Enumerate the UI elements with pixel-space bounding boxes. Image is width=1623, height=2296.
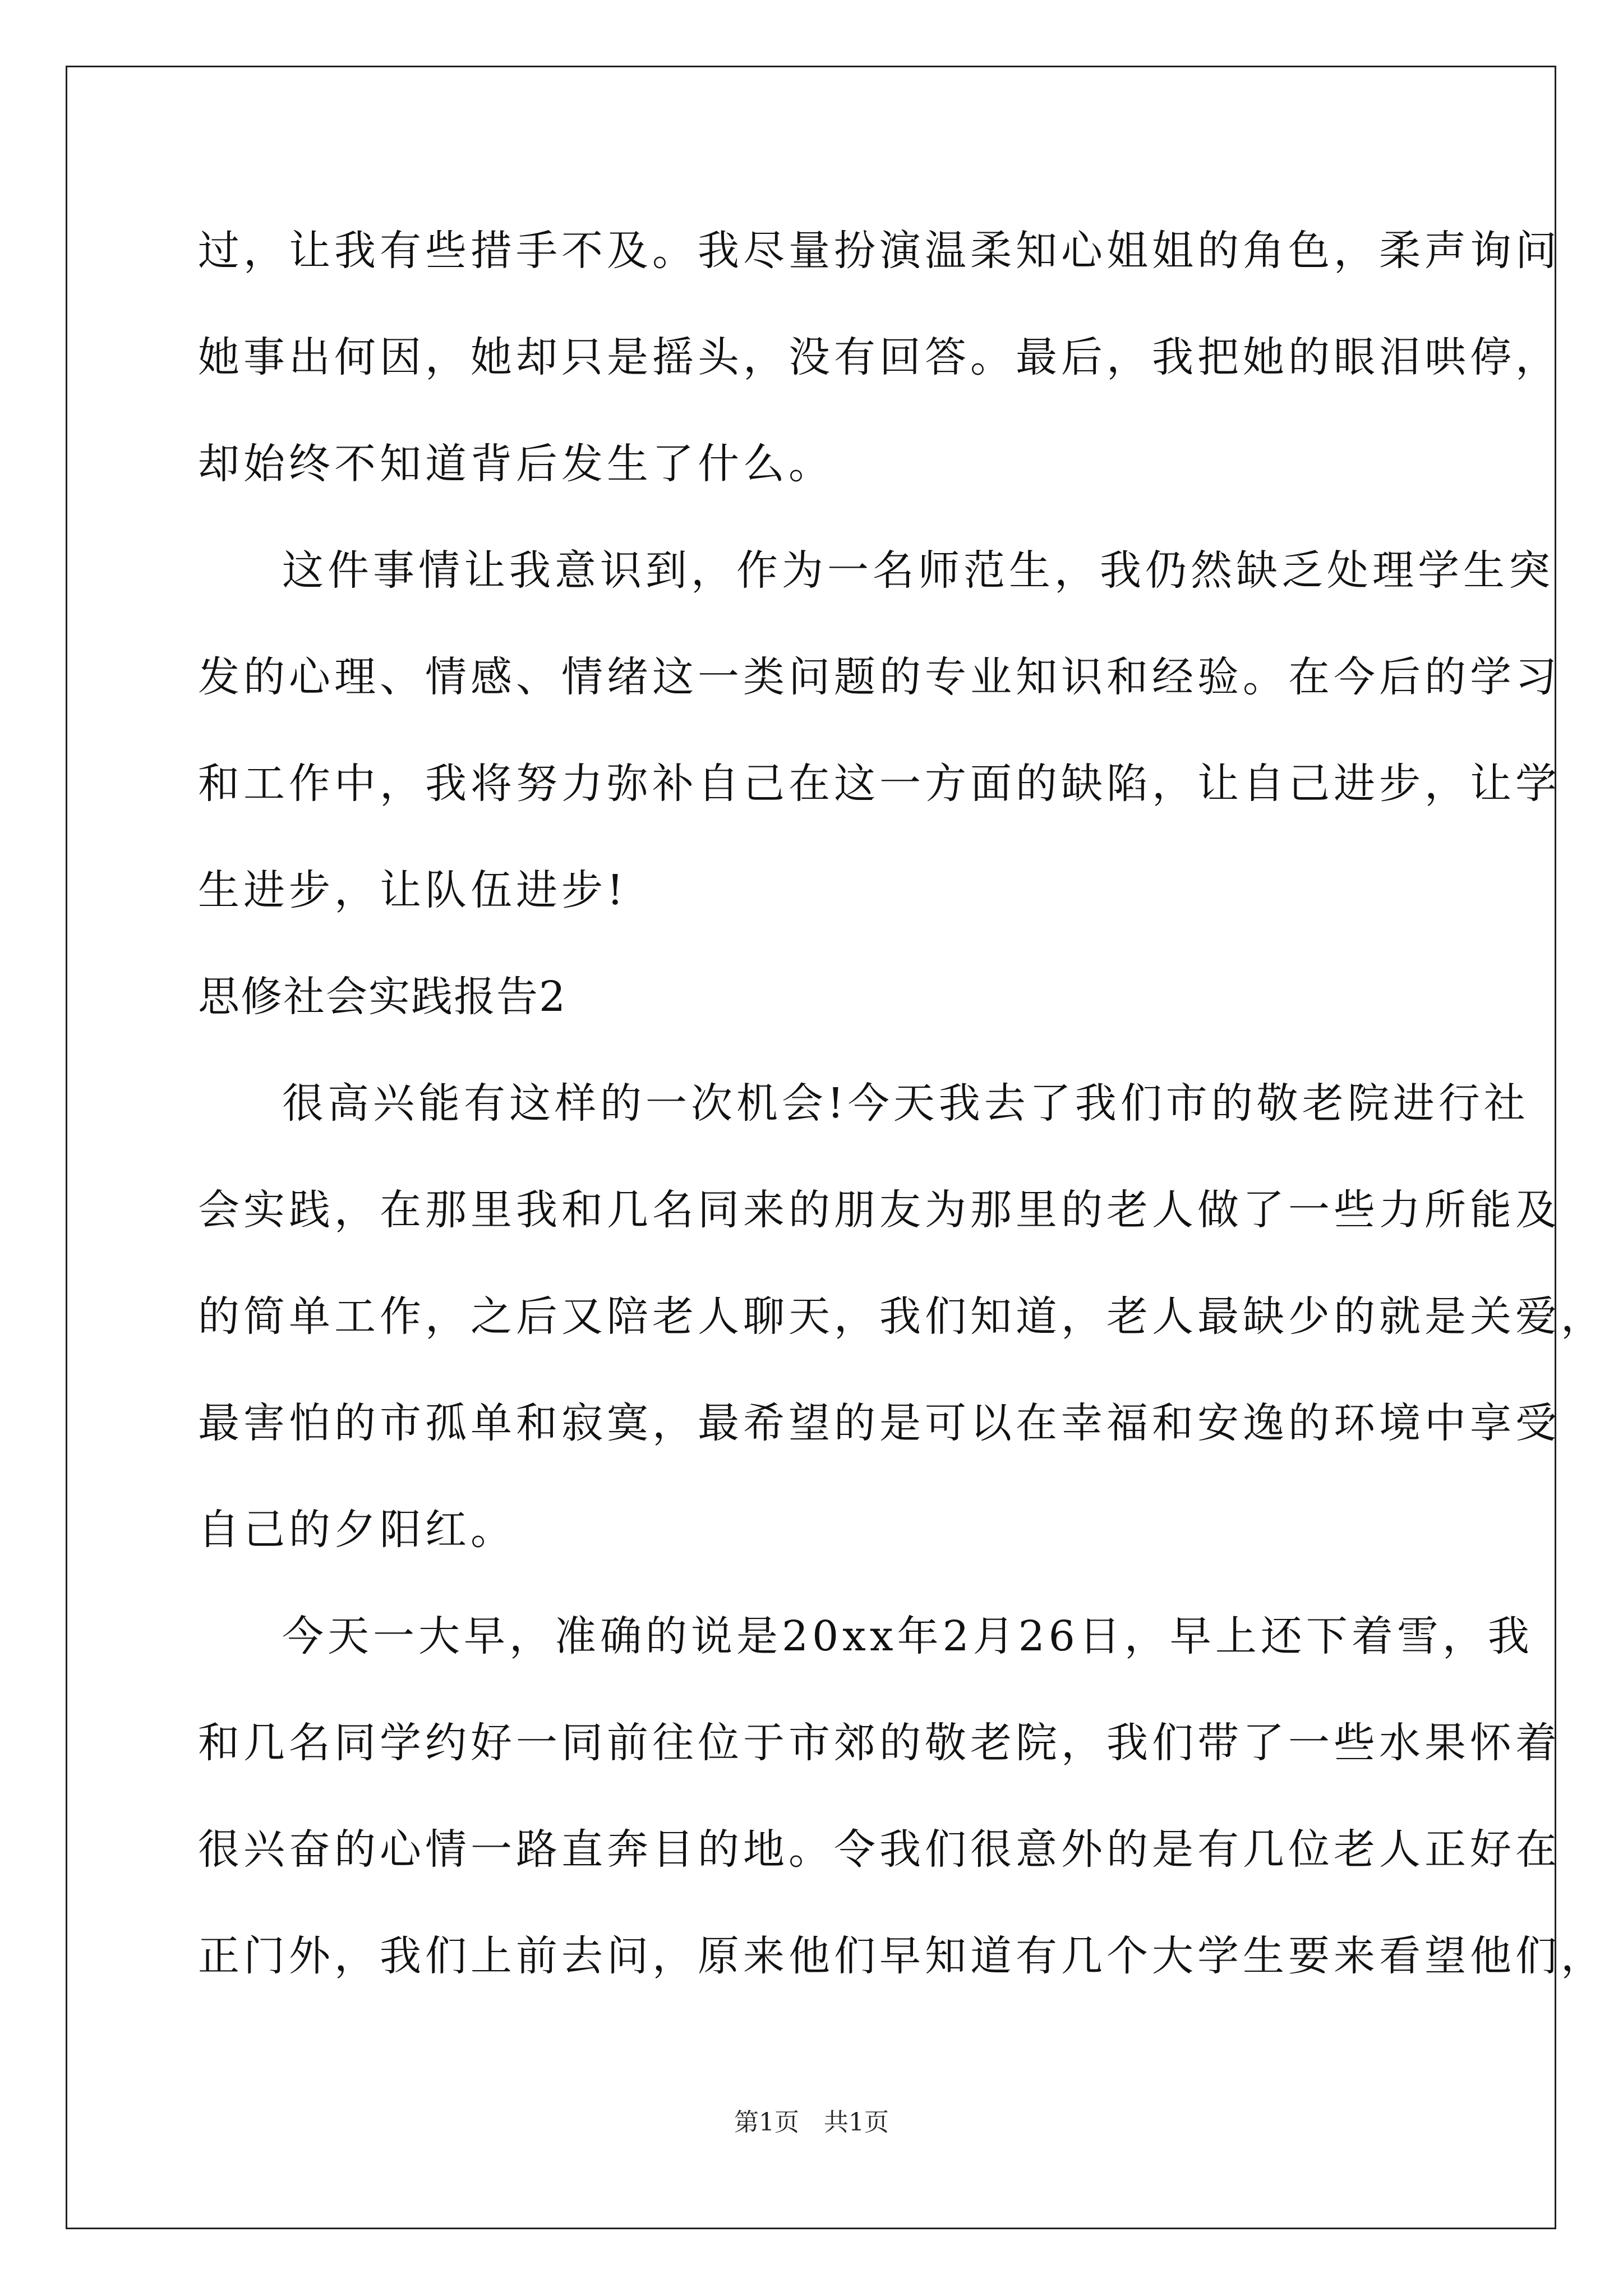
text-line: 自己的夕阳红。 xyxy=(198,1506,516,1554)
page-number: 第1页 共1页 xyxy=(734,2108,889,2137)
text-line: 却始终不知道背后发生了什么。 xyxy=(198,440,834,488)
paragraph-first-line: 这件事情让我意识到，作为一名师范生，我仍然缺乏处理学生突 xyxy=(282,546,1554,595)
paragraph-first-line: 很高兴能有这样的一次机会!今天我去了我们市的敬老院进行社 xyxy=(282,1079,1529,1128)
page-border xyxy=(66,66,1556,2229)
paragraph-first-line: 今天一大早，准确的说是20xx年2月26日，早上还下着雪，我 xyxy=(282,1612,1533,1660)
text-line: 正门外，我们上前去问，原来他们早知道有几个大学生要来看望他们， xyxy=(198,1932,1606,1980)
text-line: 和几名同学约好一同前往位于市郊的敬老院，我们带了一些水果怀着 xyxy=(198,1719,1561,1767)
text-line: 生进步，让队伍进步! xyxy=(198,866,628,914)
text-line: 发的心理、情感、情绪这一类问题的专业知识和经验。在今后的学习 xyxy=(198,653,1561,701)
text-line: 最害怕的市孤单和寂寞，最希望的是可以在幸福和安逸的环境中享受 xyxy=(198,1399,1561,1447)
text-line: 过，让我有些措手不及。我尽量扮演温柔知心姐姐的角色，柔声询问 xyxy=(198,227,1561,275)
text-line: 的简单工作，之后又陪老人聊天，我们知道，老人最缺少的就是关爱， xyxy=(198,1292,1606,1341)
text-line: 会实践，在那里我和几名同来的朋友为那里的老人做了一些力所能及 xyxy=(198,1186,1561,1234)
text-line: 她事出何因，她却只是摇头，没有回答。最后，我把她的眼泪哄停， xyxy=(198,333,1561,381)
section-heading: 思修社会实践报告2 xyxy=(198,973,567,1021)
text-line: 很兴奋的心情一路直奔目的地。令我们很意外的是有几位老人正好在 xyxy=(198,1825,1561,1874)
text-line: 和工作中，我将努力弥补自己在这一方面的缺陷，让自己进步，让学 xyxy=(198,760,1561,808)
